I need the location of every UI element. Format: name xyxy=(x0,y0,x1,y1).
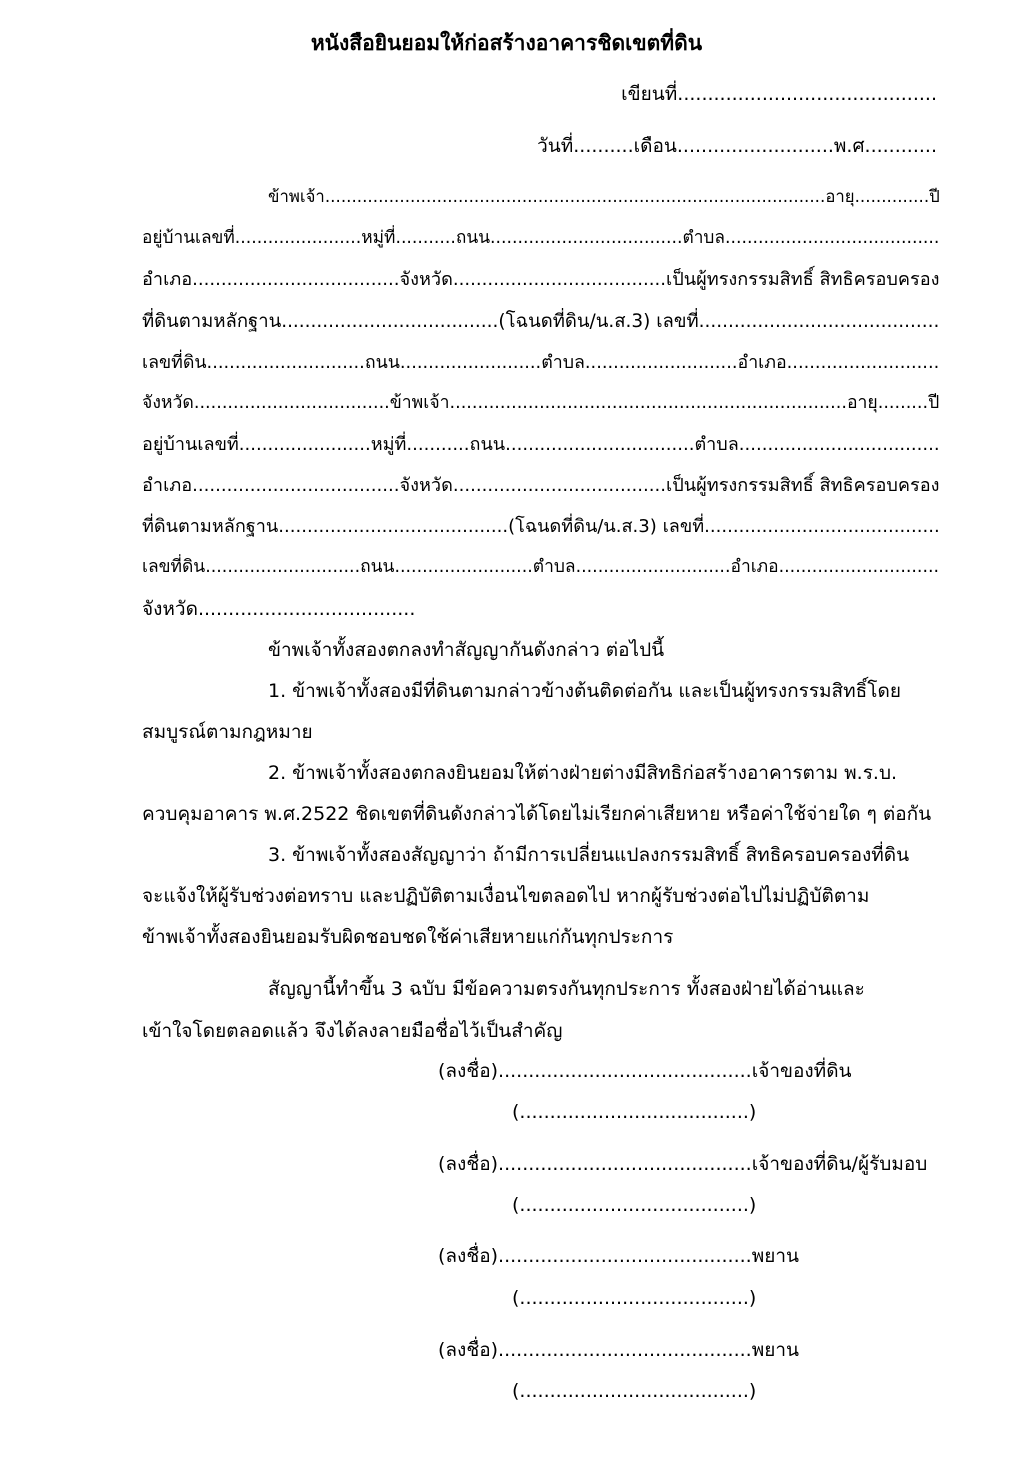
party1-line6: จังหวัด...................................ข้าพเจ้า.......................................................................อายุ.........ปี xyxy=(142,393,940,413)
party2-line5: จังหวัด.................................... xyxy=(142,598,416,620)
document-title: หนังสือยินยอมให้ก่อสร้างอาคารชิดเขตที่ดิน xyxy=(310,31,703,55)
signature-name-witness1: (......................................) xyxy=(512,1287,757,1309)
agreement-intro: ข้าพเจ้าทั้งสองตกลงทำสัญญากันดังกล่าว ต่อไปนี้ xyxy=(268,639,665,661)
party1-line3: อำเภอ....................................จังหวัด.....................................เป็นผู้ทรงกรรมสิทธิ์ สิทธิครอบครอง xyxy=(142,269,940,290)
party1-line4: ที่ดินตามหลักฐาน.....................................(โฉนดที่ดิน/น.ส.3) เลขที่......................................... xyxy=(142,311,940,332)
closing-line1: สัญญานี้ทำขึ้น 3 ฉบับ มีข้อความตรงกันทุกประการ ทั้งสองฝ่ายได้อ่านและ xyxy=(268,978,865,1000)
party2-line3: ที่ดินตามหลักฐาน........................................(โฉนดที่ดิน/น.ส.3) เลขที่......................................... xyxy=(142,516,940,537)
signature-line-witness1: (ลงชื่อ)..........................................พยาน xyxy=(438,1245,800,1267)
party1-line5: เลขที่ดิน............................ถนน.........................ตำบล...........................อำเภอ........................... xyxy=(142,352,940,373)
party1-line2: อยู่บ้านเลขที่.......................หมู่ที่...........ถนน...................................ตำบล....................................... xyxy=(142,228,940,248)
clause3-line3: ข้าพเจ้าทั้งสองยินยอมรับผิดชอบชดใช้ค่าเสียหายแก่กันทุกประการ xyxy=(142,926,674,948)
clause1-line1: 1. ข้าพเจ้าทั้งสองมีที่ดินตามกล่าวข้างต้นติดต่อกัน และเป็นผู้ทรงกรรมสิทธิ์โดย xyxy=(268,680,901,702)
party2-line2: อำเภอ....................................จังหวัด.....................................เป็นผู้ทรงกรรมสิทธิ์ สิทธิครอบครอง xyxy=(142,475,940,496)
clause3-line1: 3. ข้าพเจ้าทั้งสองสัญญาว่า ถ้ามีการเปลี่ยนแปลงกรรมสิทธิ์ สิทธิครอบครองที่ดิน xyxy=(268,844,910,866)
signature-line-witness2: (ลงชื่อ)..........................................พยาน xyxy=(438,1339,800,1361)
signature-line-landowner: (ลงชื่อ)..........................................เจ้าของที่ดิน xyxy=(438,1060,852,1082)
signature-name-witness2: (......................................) xyxy=(512,1380,757,1402)
clause2-line2: ควบคุมอาคาร พ.ศ.2522 ชิดเขตที่ดินดังกล่าวได้โดยไม่เรียกค่าเสียหาย หรือค่าใช้จ่ายใด ๆ ต่อกัน xyxy=(142,803,932,825)
party2-line1: อยู่บ้านเลขที่.......................หมู่ที่...........ถนน.................................ตำบล................................... xyxy=(142,434,940,455)
clause2-line1: 2. ข้าพเจ้าทั้งสองตกลงยินยอมให้ต่างฝ่ายต่างมีสิทธิก่อสร้างอาคารตาม พ.ร.บ. xyxy=(268,762,898,784)
party2-line4: เลขที่ดิน............................ถนน.........................ตำบล............................อำเภอ............................. xyxy=(142,557,940,577)
closing-line2: เข้าใจโดยตลอดแล้ว จึงได้ลงลายมือชื่อไว้เป็นสำคัญ xyxy=(142,1020,563,1042)
signature-name-landowner-proxy: (......................................) xyxy=(512,1194,757,1216)
clause1-line2: สมบูรณ์ตามกฎหมาย xyxy=(142,721,313,743)
signature-name-landowner: (......................................) xyxy=(512,1101,757,1123)
party1-line1: ข้าพเจ้า..............................................................................................อายุ..............ปี xyxy=(268,186,940,206)
written-at-line: เขียนที่........................................... xyxy=(621,83,937,105)
date-line: วันที่..........เดือน..........................พ.ศ............ xyxy=(537,135,937,157)
clause3-line2: จะแจ้งให้ผู้รับช่วงต่อทราบ และปฏิบัติตามเงื่อนไขตลอดไป หากผู้รับช่วงต่อไปไม่ปฏิบัติตาม xyxy=(142,885,870,907)
signature-line-landowner-proxy: (ลงชื่อ)..........................................เจ้าของที่ดิน/ผู้รับมอบ xyxy=(438,1153,928,1175)
